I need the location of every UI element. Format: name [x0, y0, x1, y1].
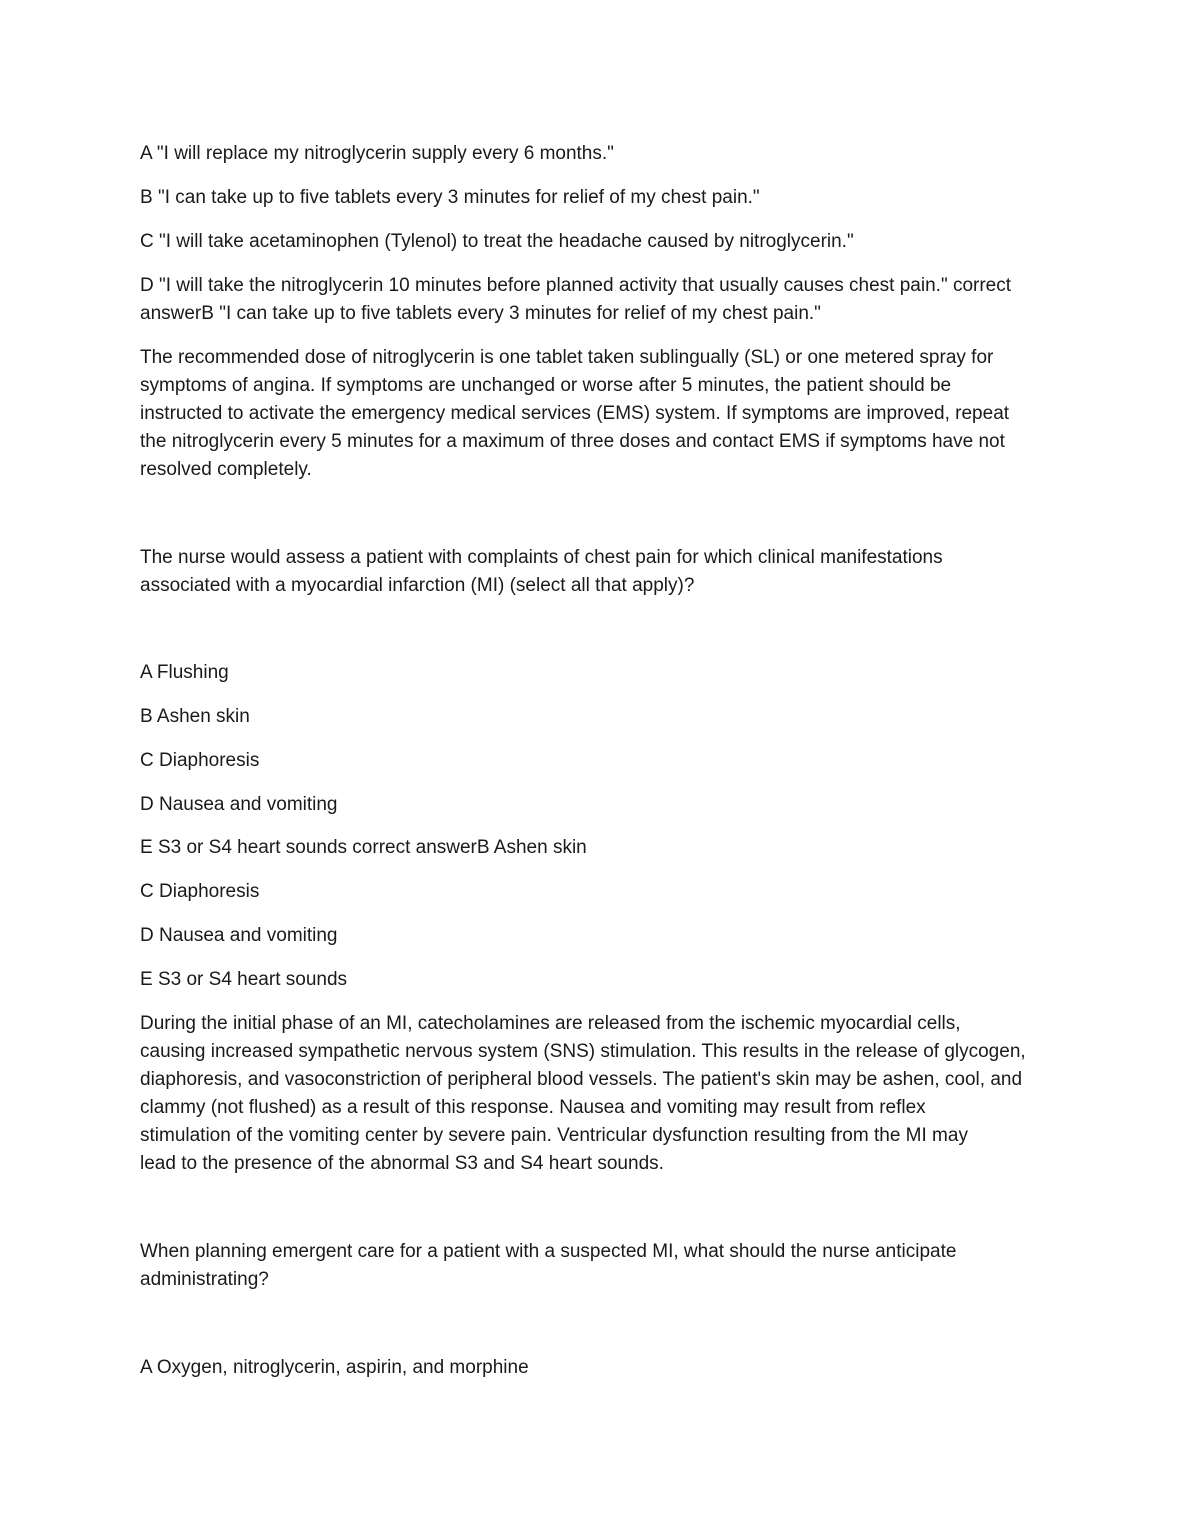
option-item: D Nausea and vomiting: [140, 925, 338, 946]
rationale-line: clammy (not flushed) as a result of this response. Nausea and vomiting may result from reflex: [140, 1097, 926, 1118]
option-item: E S3 or S4 heart sounds: [140, 969, 348, 990]
option-item: A Flushing: [140, 662, 229, 683]
rationale-line: The recommended dose of nitroglycerin is one tablet taken sublingually (SL) or one metered spray for: [140, 347, 994, 368]
question-line: When planning emergent care for a patient with a suspected MI, what should the nurse anticipate: [140, 1241, 957, 1262]
question-line: administrating?: [140, 1269, 269, 1290]
option-item: B Ashen skin: [140, 706, 250, 727]
rationale-line: symptoms of angina. If symptoms are unchanged or worse after 5 minutes, the patient should be: [140, 375, 952, 396]
rationale-line: resolved completely.: [140, 459, 312, 480]
rationale-line: stimulation of the vomiting center by severe pain. Ventricular dysfunction resulting from the MI may: [140, 1125, 968, 1146]
option-d-line-2: answerB "I can take up to five tablets every 3 minutes for relief of my chest pain.": [140, 303, 821, 324]
question-line: The nurse would assess a patient with complaints of chest pain for which clinical manifestations: [140, 547, 943, 568]
rationale-line: During the initial phase of an MI, catecholamines are released from the ischemic myocardial cells,: [140, 1013, 961, 1034]
option-b: B "I can take up to five tablets every 3 minutes for relief of my chest pain.": [140, 187, 760, 208]
option-item: A Oxygen, nitroglycerin, aspirin, and morphine: [140, 1357, 529, 1378]
option-item: C Diaphoresis: [140, 881, 260, 902]
option-item: C Diaphoresis: [140, 750, 260, 771]
option-item: E S3 or S4 heart sounds correct answerB Ashen skin: [140, 837, 587, 858]
rationale-line: causing increased sympathetic nervous system (SNS) stimulation. This results in the release of glycogen,: [140, 1041, 1026, 1062]
rationale-line: lead to the presence of the abnormal S3 and S4 heart sounds.: [140, 1153, 664, 1174]
option-a: A "I will replace my nitroglycerin supply every 6 months.": [140, 143, 614, 164]
option-d-line-1: D "I will take the nitroglycerin 10 minutes before planned activity that usually causes chest pain." correct: [140, 275, 1012, 296]
rationale-line: the nitroglycerin every 5 minutes for a maximum of three doses and contact EMS if symptoms have not: [140, 431, 1005, 452]
option-item: D Nausea and vomiting: [140, 794, 338, 815]
rationale-line: diaphoresis, and vasoconstriction of peripheral blood vessels. The patient's skin may be ashen, cool, and: [140, 1069, 1023, 1090]
option-c: C "I will take acetaminophen (Tylenol) to treat the headache caused by nitroglycerin.": [140, 231, 854, 252]
rationale-line: instructed to activate the emergency medical services (EMS) system. If symptoms are improved, repeat: [140, 403, 1010, 424]
question-line: associated with a myocardial infarction (MI) (select all that apply)?: [140, 575, 695, 596]
